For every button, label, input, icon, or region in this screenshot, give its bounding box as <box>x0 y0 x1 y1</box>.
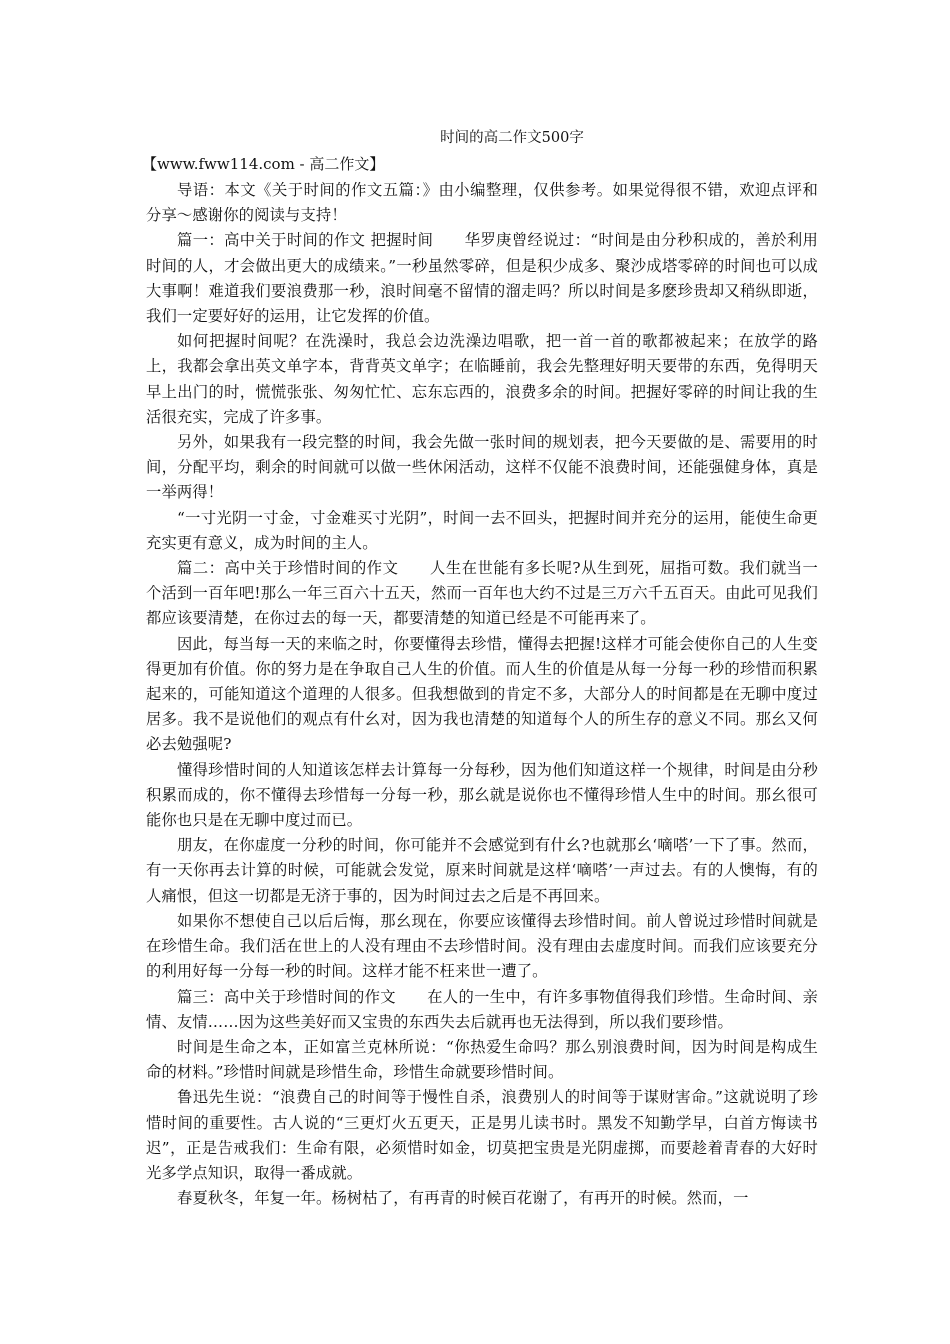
paragraph: 另外，如果我有一段完整的时间，我会先做一张时间的规划表，把今天要做的是、需要用的时间，分配平均，剩余的时间就可以做一些休闲活动，这样不仅能不浪费时间，还能强健身体，真是一举两得！ <box>146 433 818 502</box>
paragraph: 懂得珍惜时间的人知道该怎样去计算每一分每秒，因为他们知道这样一个规律，时间是由分秒积累而成的，你不懂得去珍惜每一分每一秒，那幺就是说你也不懂得珍惜人生中的时间。那幺很可能你也只是在无聊中度过而已。 <box>146 760 818 830</box>
paragraph: 篇三：高中关于珍惜时间的作文 在人的一生中，有许多事物值得我们珍惜。生命时间、亲情、友情……因为这些美好而又宝贵的东西失去后就再也无法得到，所以我们要珍惜。 <box>146 987 818 1031</box>
document-source: 【www.fww114.com - 高二作文】 <box>142 155 385 173</box>
paragraph: 导语：本文《关于时间的作文五篇：》由小编整理，仅供参考。如果觉得很不错，欢迎点评和分享～感谢你的阅读与支持！ <box>146 181 818 225</box>
paragraph: 时间是生命之本，正如富兰克林所说：“你热爱生命吗？那么别浪费时间，因为时间是构成生命的材料。”珍惜时间就是珍惜生命，珍惜生命就要珍惜时间。 <box>146 1037 818 1082</box>
document-title: 时间的高二作文500字 <box>440 130 584 146</box>
paragraph: “一寸光阴一寸金，寸金难买寸光阴”，时间一去不回头，把握时间并充分的运用，能使生命更充实更有意义，成为时间的主人。 <box>146 508 818 552</box>
paragraph: 如果你不想使自己以后后悔，那幺现在，你要应该懂得去珍惜时间。前人曾说过珍惜时间就是在珍惜生命。我们活在世上的人没有理由不去珍惜时间。没有理由去虚度时间。而我们应该要充分的利用好每一分每一秒的时间。这样才能不枉来世一遭了。 <box>146 911 818 981</box>
paragraph: 因此，每当每一天的来临之时，你要懂得去珍惜，懂得去把握!这样才可能会使你自己的人生变得更加有价值。你的努力是在争取自己人生的价值。而人生的价值是从每一分每一秒的珍惜而积累起来的，可能知道这个道理的人很多。但我想做到的肯定不多，大部分人的时间都是在无聊中度过居多。我不是说他们的观点有什幺对，因为我也清楚的知道每个人的所生存的意义不同。那幺又何必去勉强呢? <box>146 634 818 754</box>
paragraph: 朋友，在你虚度一分秒的时间，你可能并不会感觉到有什幺?也就那幺‘嘀嗒’一下了事。然而，有一天你再去计算的时候，可能就会发觉，原来时间就是这样‘嘀嗒’一声过去。有的人懊悔，有的人痛恨，但这一切都是无济于事的，因为时间过去之后是不再回来。 <box>146 836 818 905</box>
document-body <box>146 178 818 1211</box>
paragraph: 鲁迅先生说：“浪费自己的时间等于慢性自杀，浪费别人的时间等于谋财害命。”这就说明了珍惜时间的重要性。古人说的“三更灯火五更天，正是男儿读书时。黑发不知勤学早，白首方悔读书迟”，正是告戒我们：生命有限，必须惜时如金，切莫把宝贵是光阴虚掷，而要趁着青春的大好时光多学点知识，取得一番成就。 <box>146 1088 818 1182</box>
document-page <box>142 128 818 1211</box>
paragraph: 如何把握时间呢？在洗澡时，我总会边洗澡边唱歌，把一首一首的歌都被起来；在放学的路上，我都会拿出英文单字本，背背英文单字；在临睡前，我会先整理好明天要带的东西，免得明天早上出门的时，慌慌张张、匆匆忙忙、忘东忘西的，浪费多余的时间。把握好零碎的时间让我的生活很充实，完成了许多事。 <box>146 332 818 426</box>
paragraph: 春夏秋冬，年复一年。杨树枯了，有再青的时候百花谢了，有再开的时候。然而，一 <box>177 1189 749 1208</box>
paragraph: 篇一：高中关于时间的作文 把握时间 华罗庚曾经说过：“时间是由分秒积成的，善於利用时间的人，才会做出更大的成绩来。”一秒虽然零碎，但是积少成多、聚沙成塔零碎的时间也可以成大事啊！难道我们要浪费那一秒，浪时间毫不留情的溜走吗？所以时间是多麽珍贵却又稍纵即逝，我们一定要好好的运用，让它发挥的价值。 <box>146 231 818 326</box>
paragraph: 篇二：高中关于珍惜时间的作文 人生在世能有多长呢?从生到死，屈指可数。我们就当一个活到一百年吧!那么一年三百六十五天，然而一百年也大约不过是三万六千五百天。由此可见我们都应该要清楚，在你过去的每一天，都要清楚的知道已经是不可能再来了。 <box>146 559 818 628</box>
